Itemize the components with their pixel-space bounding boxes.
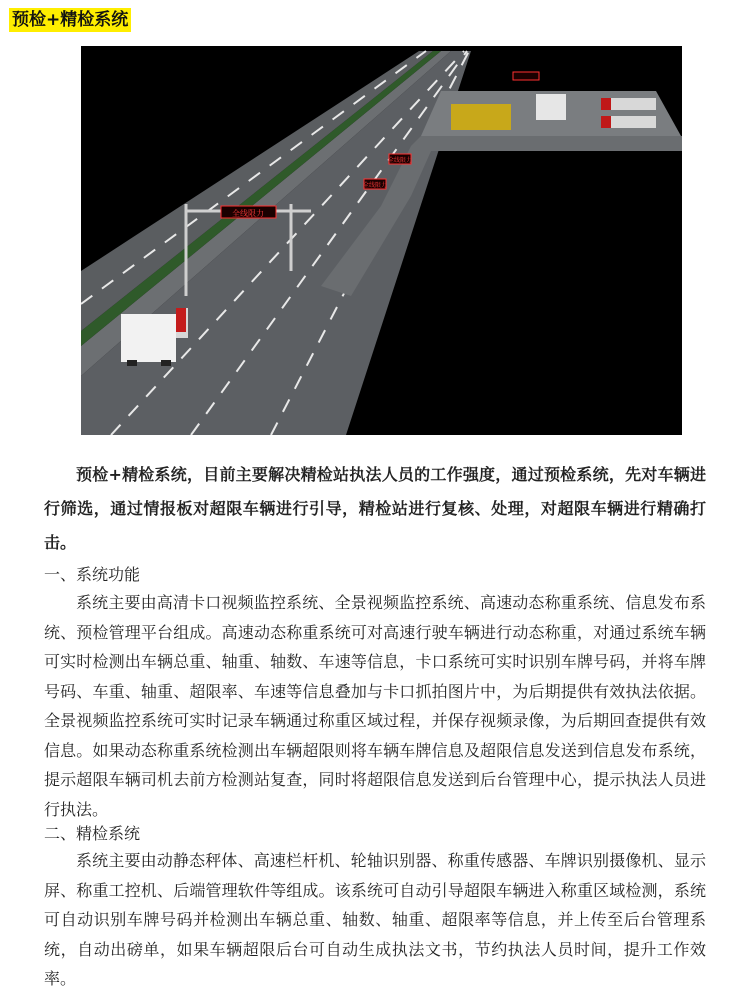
section-heading-system-functions: 一、系统功能 (44, 565, 141, 584)
roadside-sign-text: 全线限力 (362, 182, 388, 189)
roadside-sign-text: 全线限力 (387, 157, 413, 164)
lead-paragraph: 预检+精检系统，目前主要解决精检站执法人员的工作强度，通过预检系统，先对车辆进行筛选，通过情报板对超限车辆进行引导，精检站进行复核、处理，对超限车辆进行精确打击。 (44, 465, 706, 552)
page-title: 预检+精检系统 (9, 8, 131, 32)
section-body-system-functions: 系统主要由高清卡口视频监控系统、全景视频监控系统、高速动态称重系统、信息发布系统、预检管理平台组成。高速动态称重系统可对高速行驶车辆进行动态称重，对通过系统车辆可实时检测出车辆总重、轴重、轴数、车速等信息，卡口系统可实时识别车牌号码，并将车牌号码、车重、轴重、超限率、车速等信息叠加与卡口抓拍图片中，为后期提供有效执法依据。全景视频监控系统可实时记录车辆通过称重区域过程，并保存视频录像，为后期回查提供有效信息。如果动态称重系统检测出车辆超限则将车辆车牌信息及超限信息发送到信息发布系统，提示超限车辆司机去前方检测站复查，同时将超限信息发送到后台管理中心，提示执法人员进行执法。 (44, 593, 706, 819)
section-heading-precise-inspection: 二、精检系统 (44, 824, 141, 843)
highway-inspection-illustration (81, 46, 682, 435)
section-body-precise-inspection: 系统主要由动静态秤体、高速栏杆机、轮轴识别器、称重传感器、车牌识别摄像机、显示屏、称重工控机、后端管理软件等组成。该系统可自动引导超限车辆进入称重区域检测，系统可自动识别车牌号码并检测出车辆总重、轴数、轴重、超限率等信息，并上传至后台管理系统，自动出磅单，如果车辆超限后台可自动生成执法文书，节约执法人员时间，提升工作效率。 (44, 851, 706, 988)
gantry-sign-text: 全线限力 (232, 209, 264, 218)
